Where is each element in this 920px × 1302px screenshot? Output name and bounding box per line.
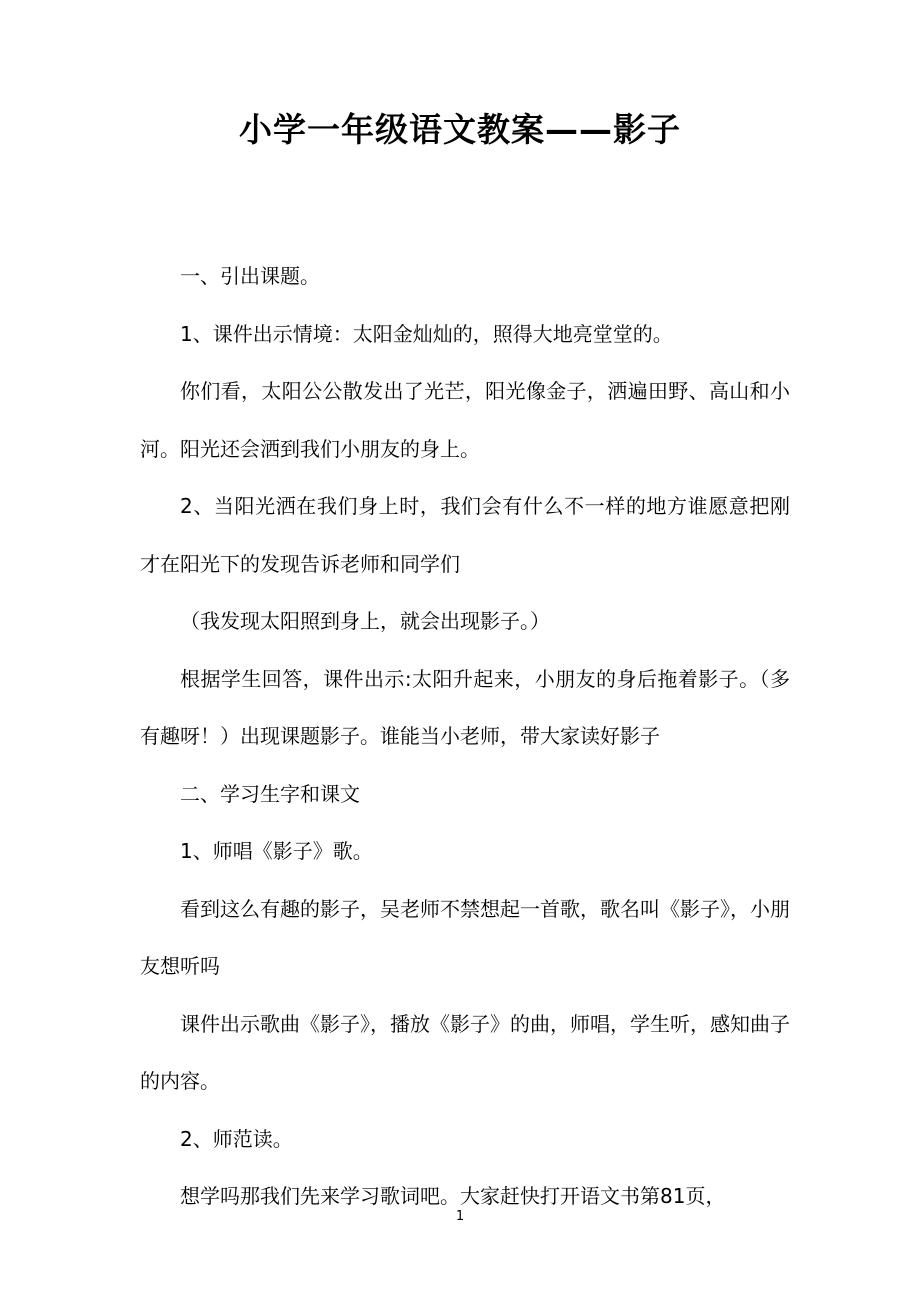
paragraph: 二、学习生字和课文 (180, 781, 360, 806)
paragraph: 课件出示歌曲《影子》，播放《影子》的曲，师唱，学生听，感知曲子的内容。 (140, 1011, 790, 1093)
paragraph: 一、引出课题。 (180, 264, 320, 288)
paragraph: 1、课件出示情境：太阳金灿灿的，照得大地亮堂堂的。 (180, 321, 673, 346)
document-title: 小学一年级语文教案——影子 (239, 110, 681, 149)
document-body (140, 248, 790, 1226)
page-number: 1 (455, 1209, 465, 1224)
paragraph: （我发现太阳照到身上，就会出现影子。） (180, 609, 550, 633)
paragraph: 看到这么有趣的影子，吴老师不禁想起一首歌，歌名叫《影子》，小朋友想听吗 (140, 896, 790, 978)
paragraph: 2、师范读。 (180, 1126, 293, 1151)
paragraph: 根据学生回答，课件出示:太阳升起来，小朋友的身后拖着影子。（多有趣呀！）出现课题影子。谁能当小老师，带大家读好影子 (140, 666, 790, 748)
paragraph: 你们看，太阳公公散发出了光芒，阳光像金子，洒遍田野、高山和小河。阳光还会洒到我们小朋友的身上。 (140, 379, 790, 461)
paragraph: 想学吗那我们先来学习歌词吧。大家赶快打开语文书第81页， (180, 1184, 726, 1208)
paragraph: 2、当阳光洒在我们身上时，我们会有什么不一样的地方谁愿意把刚才在阳光下的发现告诉老师和同学们 (140, 494, 790, 576)
paragraph: 1、师唱《影子》歌。 (180, 839, 373, 863)
